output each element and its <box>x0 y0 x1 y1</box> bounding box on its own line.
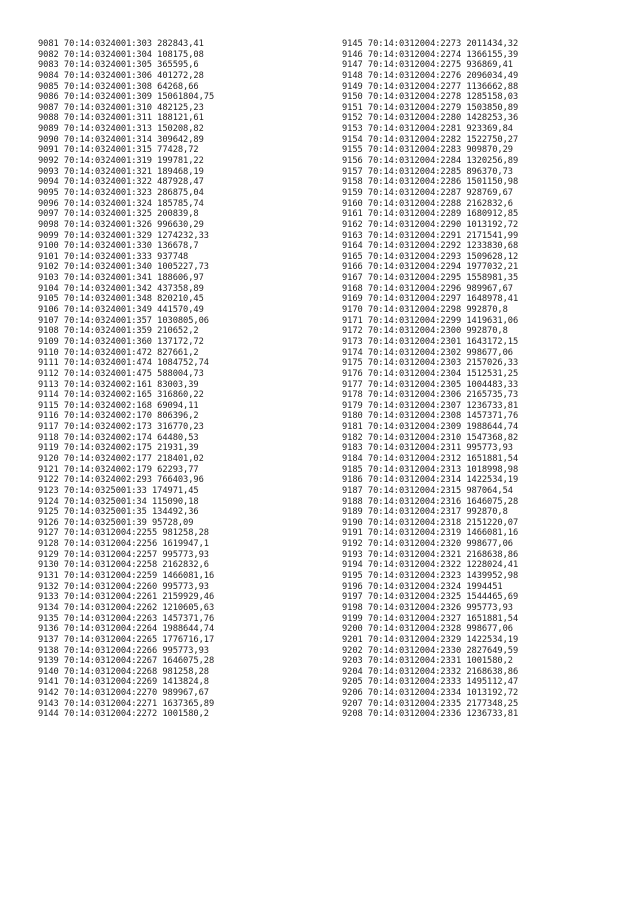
table-row: 9126 70:14:0325001:39 95728,09 <box>38 517 194 528</box>
table-row: 9084 70:14:0324001:306 401272,28 <box>38 70 204 81</box>
table-row: 9141 70:14:0312004:2269 1413824,8 <box>38 677 209 688</box>
table-row: 9083 70:14:0324001:305 365595,6 <box>38 60 199 71</box>
table-row: 9098 70:14:0324001:326 996630,29 <box>38 219 204 230</box>
table-row: 9162 70:14:0312004:2290 1013192,72 <box>342 219 519 230</box>
table-row: 9128 70:14:0312004:2256 1619947,1 <box>38 539 209 550</box>
table-row: 9082 70:14:0324001:304 108175,08 <box>38 49 204 60</box>
table-row: 9171 70:14:0312004:2299 1419631,06 <box>342 315 519 326</box>
table-row: 9175 70:14:0312004:2303 2157026,33 <box>342 358 519 369</box>
table-row: 9094 70:14:0324001:322 487928,47 <box>38 177 204 188</box>
table-row: 9114 70:14:0324002:165 316860,22 <box>38 390 204 401</box>
table-row: 9137 70:14:0312004:2265 1776716,17 <box>38 634 215 645</box>
table-row: 9115 70:14:0324002:168 69094,11 <box>38 400 199 411</box>
table-row: 9135 70:14:0312004:2263 1457371,76 <box>38 613 215 624</box>
table-row: 9111 70:14:0324001:474 1084752,74 <box>38 358 209 369</box>
left-column <box>38 39 300 720</box>
table-row: 9097 70:14:0324001:325 200839,8 <box>38 209 199 220</box>
table-row: 9103 70:14:0324001:341 188606,97 <box>38 273 204 284</box>
table-row: 9151 70:14:0312004:2279 1503850,89 <box>342 102 519 113</box>
table-row: 9182 70:14:0312004:2310 1547368,82 <box>342 432 519 443</box>
table-row: 9163 70:14:0312004:2291 2171541,99 <box>342 230 519 241</box>
table-row: 9152 70:14:0312004:2280 1428253,36 <box>342 113 519 124</box>
table-row: 9136 70:14:0312004:2264 1988644,74 <box>38 624 215 635</box>
table-row: 9181 70:14:0312004:2309 1988644,74 <box>342 422 519 433</box>
table-row: 9081 70:14:0324001:303 282843,41 <box>38 39 204 49</box>
table-row: 9093 70:14:0324001:321 189468,19 <box>38 166 204 177</box>
table-row: 9107 70:14:0324001:357 1030805,06 <box>38 315 209 326</box>
table-row: 9130 70:14:0312004:2258 2162832,6 <box>38 560 209 571</box>
table-row: 9085 70:14:0324001:308 64268,66 <box>38 81 199 92</box>
table-row: 9179 70:14:0312004:2307 1236733,81 <box>342 400 519 411</box>
table-row: 9129 70:14:0312004:2257 995773,93 <box>38 549 209 560</box>
table-row: 9121 70:14:0324002:179 62293,77 <box>38 464 199 475</box>
table-row: 9119 70:14:0324002:175 21931,39 <box>38 443 199 454</box>
table-row: 9188 70:14:0312004:2316 1646075,28 <box>342 496 519 507</box>
table-row: 9198 70:14:0312004:2326 995773,93 <box>342 602 513 613</box>
table-row: 9200 70:14:0312004:2328 998677,06 <box>342 624 513 635</box>
table-row: 9199 70:14:0312004:2327 1651881,54 <box>342 613 519 624</box>
table-row: 9161 70:14:0312004:2289 1680912,85 <box>342 209 519 220</box>
table-row: 9105 70:14:0324001:348 820210,45 <box>38 294 204 305</box>
table-row: 9122 70:14:0324002:293 766403,96 <box>38 475 204 486</box>
table-row: 9116 70:14:0324002:170 806396,2 <box>38 411 199 422</box>
table-row: 9168 70:14:0312004:2296 989967,67 <box>342 283 513 294</box>
table-row: 9132 70:14:0312004:2260 995773,93 <box>38 581 209 592</box>
table-row: 9142 70:14:0312004:2270 989967,67 <box>38 688 209 699</box>
table-row: 9117 70:14:0324002:173 316770,23 <box>38 422 204 433</box>
table-row: 9127 70:14:0312004:2255 981258,28 <box>38 528 209 539</box>
table-row: 9118 70:14:0324002:174 64480,53 <box>38 432 199 443</box>
table-row: 9125 70:14:0325001:35 134492,36 <box>38 507 199 518</box>
table-row: 9147 70:14:0312004:2275 936869,41 <box>342 60 513 71</box>
table-row: 9091 70:14:0324001:315 77428,72 <box>38 145 199 156</box>
table-row: 9133 70:14:0312004:2261 2159929,46 <box>38 592 215 603</box>
table-row: 9150 70:14:0312004:2278 1285158,03 <box>342 92 519 103</box>
table-row: 9143 70:14:0312004:2271 1637365,89 <box>38 698 215 709</box>
table-row: 9090 70:14:0324001:314 309642,89 <box>38 134 204 145</box>
table-row: 9177 70:14:0312004:2305 1004483,33 <box>342 379 519 390</box>
table-row: 9170 70:14:0312004:2298 992870,8 <box>342 305 508 316</box>
table-row: 9206 70:14:0312004:2334 1013192,72 <box>342 688 519 699</box>
table-row: 9203 70:14:0312004:2331 1001580,2 <box>342 656 513 667</box>
table-row: 9123 70:14:0325001:33 174971,45 <box>38 485 199 496</box>
table-row: 9156 70:14:0312004:2284 1320256,89 <box>342 156 519 167</box>
right-column <box>342 39 614 720</box>
table-row: 9088 70:14:0324001:311 188121,61 <box>38 113 204 124</box>
table-row: 9144 70:14:0312004:2272 1001580,2 <box>38 709 209 720</box>
table-row: 9164 70:14:0312004:2292 1233830,68 <box>342 241 519 252</box>
table-row: 9138 70:14:0312004:2266 995773,93 <box>38 645 209 656</box>
table-row: 9110 70:14:0324001:472 827661,2 <box>38 347 199 358</box>
table-row: 9202 70:14:0312004:2330 2827649,59 <box>342 645 519 656</box>
table-row: 9146 70:14:0312004:2274 1366155,39 <box>342 49 519 60</box>
table-row: 9172 70:14:0312004:2300 992870,8 <box>342 326 508 337</box>
table-row: 9089 70:14:0324001:313 150208,82 <box>38 124 204 135</box>
table-row: 9186 70:14:0312004:2314 1422534,19 <box>342 475 519 486</box>
table-row: 9149 70:14:0312004:2277 1136662,88 <box>342 81 519 92</box>
table-row: 9180 70:14:0312004:2308 1457371,76 <box>342 411 519 422</box>
table-row: 9208 70:14:0312004:2336 1236733,81 <box>342 709 519 720</box>
table-row: 9145 70:14:0312004:2273 2011434,32 <box>342 39 519 49</box>
table-row: 9102 70:14:0324001:340 1005227,73 <box>38 262 209 273</box>
table-row: 9101 70:14:0324001:333 937748 <box>38 251 189 262</box>
table-row: 9157 70:14:0312004:2285 896370,73 <box>342 166 513 177</box>
table-row: 9158 70:14:0312004:2286 1501150,98 <box>342 177 519 188</box>
table-row: 9197 70:14:0312004:2325 1544465,69 <box>342 592 519 603</box>
table-row: 9185 70:14:0312004:2313 1018998,98 <box>342 464 519 475</box>
table-row: 9124 70:14:0325001:34 115090,18 <box>38 496 199 507</box>
table-row: 9099 70:14:0324001:329 1274232,33 <box>38 230 209 241</box>
table-row: 9201 70:14:0312004:2329 1422534,19 <box>342 634 519 645</box>
table-row: 9160 70:14:0312004:2288 2162832,6 <box>342 198 513 209</box>
table-row: 9087 70:14:0324001:310 482125,23 <box>38 102 204 113</box>
table-row: 9100 70:14:0324001:330 136678,7 <box>38 241 199 252</box>
table-row: 9134 70:14:0312004:2262 1210605,63 <box>38 602 215 613</box>
table-row: 9207 70:14:0312004:2335 2177348,25 <box>342 698 519 709</box>
table-row: 9193 70:14:0312004:2321 2168638,86 <box>342 549 519 560</box>
table-row: 9104 70:14:0324001:342 437358,89 <box>38 283 204 294</box>
table-row: 9187 70:14:0312004:2315 987064,54 <box>342 485 513 496</box>
table-row: 9108 70:14:0324001:359 210652,2 <box>38 326 199 337</box>
table-row: 9195 70:14:0312004:2323 1439952,98 <box>342 571 519 582</box>
table-row: 9205 70:14:0312004:2333 1495112,47 <box>342 677 519 688</box>
table-row: 9155 70:14:0312004:2283 909870,29 <box>342 145 513 156</box>
table-row: 9095 70:14:0324001:323 286875,04 <box>38 187 204 198</box>
table-row: 9096 70:14:0324001:324 185785,74 <box>38 198 204 209</box>
table-row: 9204 70:14:0312004:2332 2168638,86 <box>342 666 519 677</box>
table-row: 9106 70:14:0324001:349 441570,49 <box>38 305 204 316</box>
table-row: 9139 70:14:0312004:2267 1646075,28 <box>38 656 215 667</box>
table-row: 9131 70:14:0312004:2259 1466081,16 <box>38 571 215 582</box>
table-row: 9189 70:14:0312004:2317 992870,8 <box>342 507 508 518</box>
table-row: 9194 70:14:0312004:2322 1228024,41 <box>342 560 519 571</box>
table-row: 9174 70:14:0312004:2302 998677,06 <box>342 347 513 358</box>
table-row: 9113 70:14:0324002:161 83003,39 <box>38 379 199 390</box>
table-row: 9140 70:14:0312004:2268 981258,28 <box>38 666 209 677</box>
table-row: 9092 70:14:0324001:319 199781,22 <box>38 156 204 167</box>
table-row: 9148 70:14:0312004:2276 2096034,49 <box>342 70 519 81</box>
table-row: 9190 70:14:0312004:2318 2151220,07 <box>342 517 519 528</box>
table-row: 9173 70:14:0312004:2301 1643172,15 <box>342 336 519 347</box>
table-row: 9112 70:14:0324001:475 588004,73 <box>38 368 204 379</box>
table-row: 9120 70:14:0324002:177 218401,02 <box>38 453 204 464</box>
table-row: 9169 70:14:0312004:2297 1648978,41 <box>342 294 519 305</box>
table-row: 9183 70:14:0312004:2311 995773,93 <box>342 443 513 454</box>
table-row: 9153 70:14:0312004:2281 923369,84 <box>342 124 513 135</box>
table-row: 9154 70:14:0312004:2282 1522750,27 <box>342 134 519 145</box>
table-row: 9184 70:14:0312004:2312 1651881,54 <box>342 453 519 464</box>
table-row: 9086 70:14:0324001:309 15061804,75 <box>38 92 215 103</box>
table-row: 9191 70:14:0312004:2319 1466081,16 <box>342 528 519 539</box>
table-row: 9176 70:14:0312004:2304 1512531,25 <box>342 368 519 379</box>
table-row: 9192 70:14:0312004:2320 998677,06 <box>342 539 513 550</box>
table-row: 9196 70:14:0312004:2324 1994451 <box>342 581 503 592</box>
table-row: 9165 70:14:0312004:2293 1509628,12 <box>342 251 519 262</box>
table-row: 9178 70:14:0312004:2306 2165735,73 <box>342 390 519 401</box>
table-row: 9166 70:14:0312004:2294 1977032,21 <box>342 262 519 273</box>
table-row: 9159 70:14:0312004:2287 928769,67 <box>342 187 513 198</box>
table-row: 9167 70:14:0312004:2295 1558981,35 <box>342 273 519 284</box>
table-row: 9109 70:14:0324001:360 137172,72 <box>38 336 204 347</box>
